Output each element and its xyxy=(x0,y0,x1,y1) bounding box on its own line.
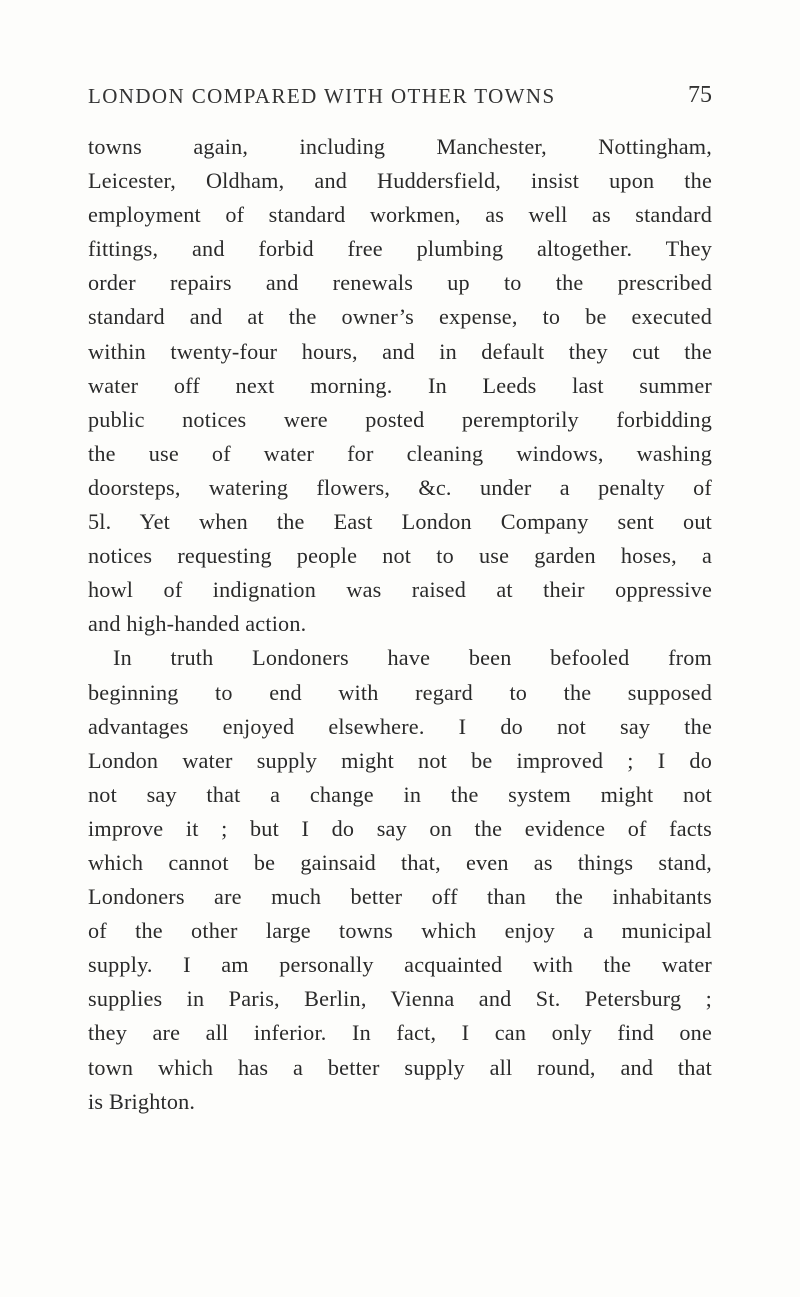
text-line: supply. I am personally acquainted with the water xyxy=(88,952,712,978)
running-head xyxy=(88,84,712,114)
text-line: the use of water for cleaning windows, washing xyxy=(88,440,712,466)
text-line: within twenty-four hours, and in default they cut the xyxy=(88,338,712,364)
text-line: not say that a change in the system might not xyxy=(88,781,712,807)
text-line: towns again, including Manchester, Nottingham, xyxy=(88,134,712,159)
text-line: howl of indignation was raised at their oppressive xyxy=(88,577,712,603)
text-line: beginning to end with regard to the supposed xyxy=(88,679,712,705)
text-line: they are all inferior. In fact, I can only find one xyxy=(88,1020,712,1046)
text-line: In truth Londoners have been befooled from xyxy=(113,645,712,671)
body-text xyxy=(88,130,712,1119)
text-line: doorsteps, watering flowers, &c. under a penalty of xyxy=(88,474,712,500)
text-line: town which has a better supply all round, and that xyxy=(88,1054,712,1080)
text-line: order repairs and renewals up to the prescribed xyxy=(88,270,712,296)
text-line: of the other large towns which enjoy a municipal xyxy=(88,918,712,944)
text-line: supplies in Paris, Berlin, Vienna and St. Petersburg ; xyxy=(88,986,712,1012)
text-line: and high-handed action. xyxy=(88,611,307,637)
text-line: public notices were posted peremptorily forbidding xyxy=(88,406,712,432)
text-line: employment of standard workmen, as well as standard xyxy=(88,202,712,228)
text-line: standard and at the owner’s expense, to be executed xyxy=(88,304,712,330)
text-line: which cannot be gainsaid that, even as things stand, xyxy=(88,849,712,875)
paragraph-1 xyxy=(88,130,712,641)
text-line: improve it ; but I do say on the evidence of facts xyxy=(88,815,712,841)
paragraph-2 xyxy=(88,641,712,1118)
text-line: notices requesting people not to use garden hoses, a xyxy=(88,543,712,569)
text-line: 5l. Yet when the East London Company sent out xyxy=(88,509,712,535)
text-line: fittings, and forbid free plumbing altogether. They xyxy=(88,236,712,262)
text-line: water off next morning. In Leeds last summer xyxy=(88,372,712,398)
text-line: Londoners are much better off than the inhabitants xyxy=(88,884,712,910)
running-title: LONDON COMPARED WITH OTHER TOWNS xyxy=(88,84,556,108)
text-line: Leicester, Oldham, and Huddersfield, insist upon the xyxy=(88,168,712,194)
text-line: advantages enjoyed elsewhere. I do not say the xyxy=(88,713,712,739)
text-line: is Brighton. xyxy=(88,1088,196,1114)
page-number: 75 xyxy=(688,82,712,108)
text-line: London water supply might not be improved ; I do xyxy=(88,747,712,773)
